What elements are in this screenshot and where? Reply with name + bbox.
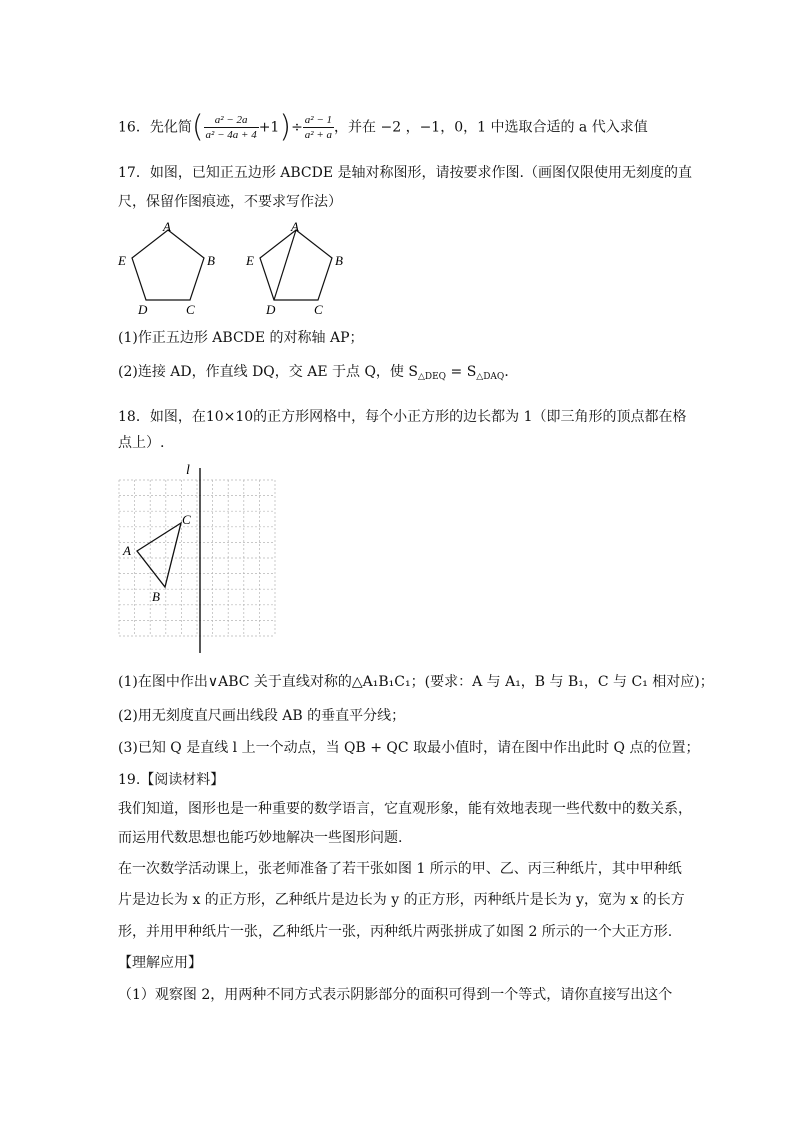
pentagon-2-label-e: E	[246, 253, 254, 268]
pentagon-2-label-c: C	[314, 302, 323, 317]
pentagon-1-label-d: D	[138, 302, 148, 317]
pentagon-2-label-b: B	[335, 253, 343, 268]
pentagon-1-label-a: A	[163, 219, 171, 234]
line-l-label: l	[186, 463, 190, 478]
grid-figure	[112, 458, 287, 658]
q19-p2-line-2: 片是边长为 x 的正方形，乙种纸片是边长为 y 的正方形，丙种纸片是长为 y，宽为 x 的长方	[118, 892, 685, 908]
q16-prefix: 先化简	[149, 119, 192, 136]
pentagon-1-label-c: C	[186, 302, 195, 317]
q18-line-2: 点上）.	[118, 435, 165, 451]
q19-title: 19.【阅读材料】	[118, 772, 225, 788]
q18-line-1: 18．如图，在10×10的正方形网格中，每个小正方形的边长都为 1（即三角形的顶点都在格	[118, 409, 687, 425]
q16-suffix: ，并在 −2 ，−1，0，1 中选取合适的 a 代入求值	[334, 119, 648, 136]
pentagon-2	[260, 230, 332, 300]
triangle-label-c: C	[182, 512, 191, 527]
pentagon-1	[132, 230, 204, 300]
pentagon-1-label-b: B	[207, 253, 215, 268]
q18-part-2: (2)用无刻度直尺画出线段 AB 的垂直平分线；	[118, 708, 406, 724]
pentagon-2-label-a: A	[291, 219, 299, 234]
q16-frac1-denominator: a² − 4a + 4	[205, 129, 257, 141]
q17-area-sub-1: △DEQ	[417, 372, 447, 382]
left-paren: (	[191, 109, 204, 145]
right-paren: )	[279, 109, 292, 145]
q18-part-3: (3)已知 Q 是直线 l 上一个动点，当 QB + QC 取最小值时，请在图中作出此时 Q 点的位置；	[118, 740, 700, 756]
q17-line-2: 尺，保留作图痕迹，不要求写作法）	[118, 194, 342, 210]
q17-part-2-mid: = S	[446, 364, 477, 380]
q17-part-1: (1)作正五边形 ABCDE 的对称轴 AP；	[118, 330, 364, 346]
q16-line	[118, 109, 648, 145]
pentagon-2-label-d: D	[266, 302, 276, 317]
q17-part-2-prefix: (2)连接 AD，作直线 DQ，交 AE 于点 Q，使 S	[118, 364, 418, 380]
triangle-label-b: B	[152, 589, 160, 604]
q19-p1-line-1: 我们知道，图形也是一种重要的数学语言，它直观形象，能有效地表现一些代数中的数关系，	[118, 801, 692, 817]
q16-divide: ÷	[291, 119, 303, 136]
q19-p1-line-2: 而运用代数思想也能巧妙地解决一些图形问题.	[118, 830, 403, 846]
q16-fraction-1	[204, 113, 259, 142]
q16-frac1-numerator: a² − 2a	[204, 113, 259, 128]
q19-p2-line-3: 形，并用甲种纸片一张，乙种纸片一张，丙种纸片两张拼成了如图 2 所示的一个大正方形.	[118, 924, 673, 940]
q17-part-2-end: ．	[504, 364, 519, 380]
q16-frac2-denominator: a² + a	[304, 129, 333, 141]
pentagon-figures	[110, 218, 360, 323]
q16-fraction-2	[303, 113, 334, 142]
q17-line-1: 17．如图，已知正五边形 ABCDE 是轴对称图形，请按要求作图.（画图仅限使用无刻度的直	[118, 165, 692, 181]
q19-apply-line-1: （1）观察图 2，用两种不同方式表示阴影部分的面积可得到一个等式，请你直接写出这个	[118, 987, 673, 1003]
q16-number: 16．	[118, 119, 150, 136]
q18-part-1: (1)在图中作出∨ABC 关于直线对称的△A₁B₁C₁；(要求：A 与 A₁，B 与 B₁，C 与 C₁ 相对应)；	[118, 674, 714, 690]
q19-p2-line-1: 在一次数学活动课上，张老师准备了若干张如图 1 所示的甲、乙、丙三种纸片，其中甲种纸	[118, 861, 682, 877]
q17-area-sub-2: △DAQ	[476, 372, 505, 382]
q19-apply-title: 【理解应用】	[118, 955, 202, 971]
triangle-label-a: A	[123, 543, 131, 558]
pentagon-1-label-e: E	[118, 253, 126, 268]
q17-part-2	[118, 362, 518, 387]
q16-plus-one: +1	[258, 119, 280, 136]
q16-frac2-numerator: a² − 1	[304, 114, 333, 126]
segment-ad	[274, 230, 296, 300]
triangle-abc	[137, 523, 181, 587]
